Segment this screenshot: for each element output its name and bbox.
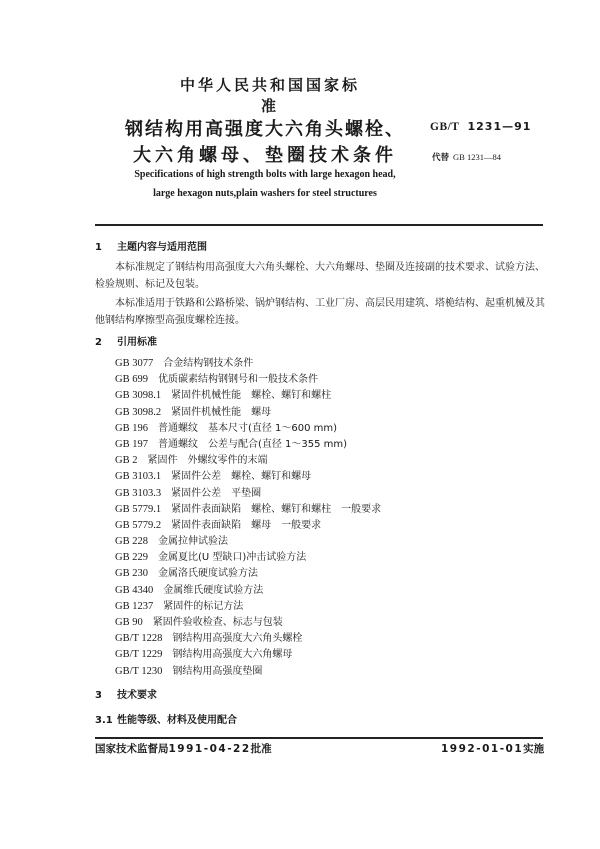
title-cn-line1: 钢结构用高强度大六角头螺栓、 bbox=[125, 119, 405, 140]
bottom-divider bbox=[95, 737, 543, 739]
ref-title: 普通螺纹 公差与配合(直径 1～355 mm) bbox=[157, 438, 348, 450]
ref-title: 紧固件机械性能 螺母 bbox=[171, 406, 272, 418]
reference-item bbox=[115, 583, 381, 599]
standard-number-value: 1231—91 bbox=[467, 120, 532, 133]
section-title: 引用标准 bbox=[117, 337, 157, 348]
subsection-title: 性能等级、材料及使用配合 bbox=[117, 715, 237, 726]
title-en-line1: Specifications of high strength bolts with large hexagon head, bbox=[134, 169, 396, 180]
reference-item bbox=[115, 421, 381, 437]
ref-code: GB/T 1230 bbox=[115, 665, 163, 677]
reference-item bbox=[115, 550, 381, 566]
replaces-label: 代替 bbox=[432, 153, 450, 163]
section-number: 3 bbox=[95, 690, 102, 701]
ref-title: 钢结构用高强度垫圈 bbox=[172, 665, 263, 677]
section-1-paragraph-2: 本标准适用于铁路和公路桥梁、锅炉钢结构、工业厂房、高层民用建筑、塔桅结构、起重机械及其他钢结构摩擦型高强度螺栓连接。 bbox=[95, 298, 545, 326]
ref-code: GB 4340 bbox=[115, 584, 154, 596]
section-number: 1 bbox=[95, 242, 102, 253]
reference-item bbox=[115, 631, 381, 647]
ref-code: GB 2 bbox=[115, 455, 138, 467]
reference-item bbox=[115, 518, 381, 534]
title-cn-line2: 大六角螺母、垫圈技术条件 bbox=[133, 145, 397, 166]
top-divider bbox=[95, 224, 543, 226]
reference-item bbox=[115, 437, 381, 453]
ref-code: GB/T 1228 bbox=[115, 633, 163, 645]
ref-title: 金属拉伸试验法 bbox=[157, 536, 228, 548]
ref-code: GB 5779.2 bbox=[115, 519, 162, 531]
effective-line bbox=[441, 741, 544, 756]
effective-label: 实施 bbox=[523, 743, 545, 755]
referenced-standards-list bbox=[115, 356, 381, 680]
reference-item bbox=[115, 486, 381, 502]
approval-date: 1991-04-22 bbox=[168, 743, 251, 755]
ref-code: GB 230 bbox=[115, 568, 148, 580]
section-number: 2 bbox=[95, 337, 102, 348]
reference-item bbox=[115, 664, 381, 680]
ref-title: 紧固件表面缺陷 螺母 一般要求 bbox=[171, 519, 322, 531]
ref-code: GB 196 bbox=[115, 422, 148, 434]
ref-title: 紧固件 外螺纹零件的末端 bbox=[147, 455, 268, 467]
ref-title: 钢结构用高强度大六角头螺栓 bbox=[172, 633, 303, 645]
ref-title: 紧固件的标记方法 bbox=[163, 600, 244, 612]
ref-title: 紧固件机械性能 螺栓、螺钉和螺柱 bbox=[171, 390, 332, 402]
title-en-line2: large hexagon nuts,plain washers for steel structures bbox=[153, 188, 377, 199]
section-1-paragraph-1: 本标准规定了钢结构用高强度大六角头螺栓、大六角螺母、垫圈及连接副的技术要求、试验方法、检验规则、标记及包装。 bbox=[95, 262, 545, 290]
reference-item bbox=[115, 469, 381, 485]
ref-title: 紧固件验收检查、标志与包装 bbox=[152, 617, 283, 628]
section-title: 主题内容与适用范围 bbox=[117, 242, 207, 253]
ref-title: 合金结构钢技术条件 bbox=[163, 358, 254, 369]
approving-authority: 国家技术监督局 bbox=[95, 743, 169, 755]
standard-prefix: GB/T bbox=[430, 121, 460, 133]
section-title: 技术要求 bbox=[117, 690, 157, 701]
reference-item bbox=[115, 372, 381, 388]
reference-item bbox=[115, 599, 381, 615]
ref-code: GB 3103.3 bbox=[115, 487, 162, 499]
section-3-1-heading bbox=[95, 711, 237, 726]
ref-title: 金属夏比(U 型缺口)冲击试验方法 bbox=[157, 552, 307, 564]
ref-title: 金属洛氏硬度试验方法 bbox=[157, 568, 258, 580]
section-3-heading bbox=[95, 686, 157, 701]
ref-title: 优质碳素结构钢钢号和一般技术条件 bbox=[157, 374, 318, 386]
approval-line bbox=[95, 741, 272, 756]
ref-code: GB 90 bbox=[115, 617, 143, 628]
reference-item bbox=[115, 356, 381, 372]
ref-code: GB 699 bbox=[115, 374, 148, 386]
ref-code: GB 3103.1 bbox=[115, 471, 162, 483]
reference-item bbox=[115, 534, 381, 550]
reference-item bbox=[115, 502, 381, 518]
reference-item bbox=[115, 615, 381, 631]
ref-code: GB 3098.2 bbox=[115, 406, 162, 418]
reference-item bbox=[115, 453, 381, 469]
ref-code: GB 5779.1 bbox=[115, 503, 162, 515]
reference-item bbox=[115, 388, 381, 404]
ref-code: GB 197 bbox=[115, 438, 148, 450]
ref-code: GB/T 1229 bbox=[115, 649, 163, 661]
reference-item bbox=[115, 647, 381, 663]
standard-number bbox=[430, 120, 531, 133]
replaces-standard bbox=[432, 151, 501, 163]
ref-code: GB 1237 bbox=[115, 600, 154, 612]
ref-title: 紧固件表面缺陷 螺栓、螺钉和螺柱 一般要求 bbox=[171, 503, 382, 515]
ref-code: GB 3098.1 bbox=[115, 390, 162, 402]
ref-code: GB 228 bbox=[115, 536, 148, 548]
national-standard-heading: 中华人民共和国国家标准 bbox=[179, 76, 360, 115]
ref-title: 普通螺纹 基本尺寸(直径 1～600 mm) bbox=[157, 422, 338, 434]
ref-title: 金属维氏硬度试验方法 bbox=[163, 584, 264, 596]
ref-title: 钢结构用高强度大六角螺母 bbox=[172, 649, 293, 661]
reference-item bbox=[115, 566, 381, 582]
section-1-heading bbox=[95, 238, 207, 253]
ref-code: GB 3077 bbox=[115, 358, 154, 369]
ref-title: 紧固件公差 平垫圈 bbox=[171, 487, 262, 499]
subsection-number: 3.1 bbox=[95, 715, 113, 726]
reference-item bbox=[115, 405, 381, 421]
ref-code: GB 229 bbox=[115, 552, 148, 564]
approval-label: 批准 bbox=[250, 743, 272, 755]
replaces-number: GB 1231—84 bbox=[453, 152, 501, 162]
ref-title: 紧固件公差 螺栓、螺钉和螺母 bbox=[171, 471, 312, 483]
section-2-heading bbox=[95, 333, 157, 348]
effective-date: 1992-01-01 bbox=[441, 743, 524, 755]
